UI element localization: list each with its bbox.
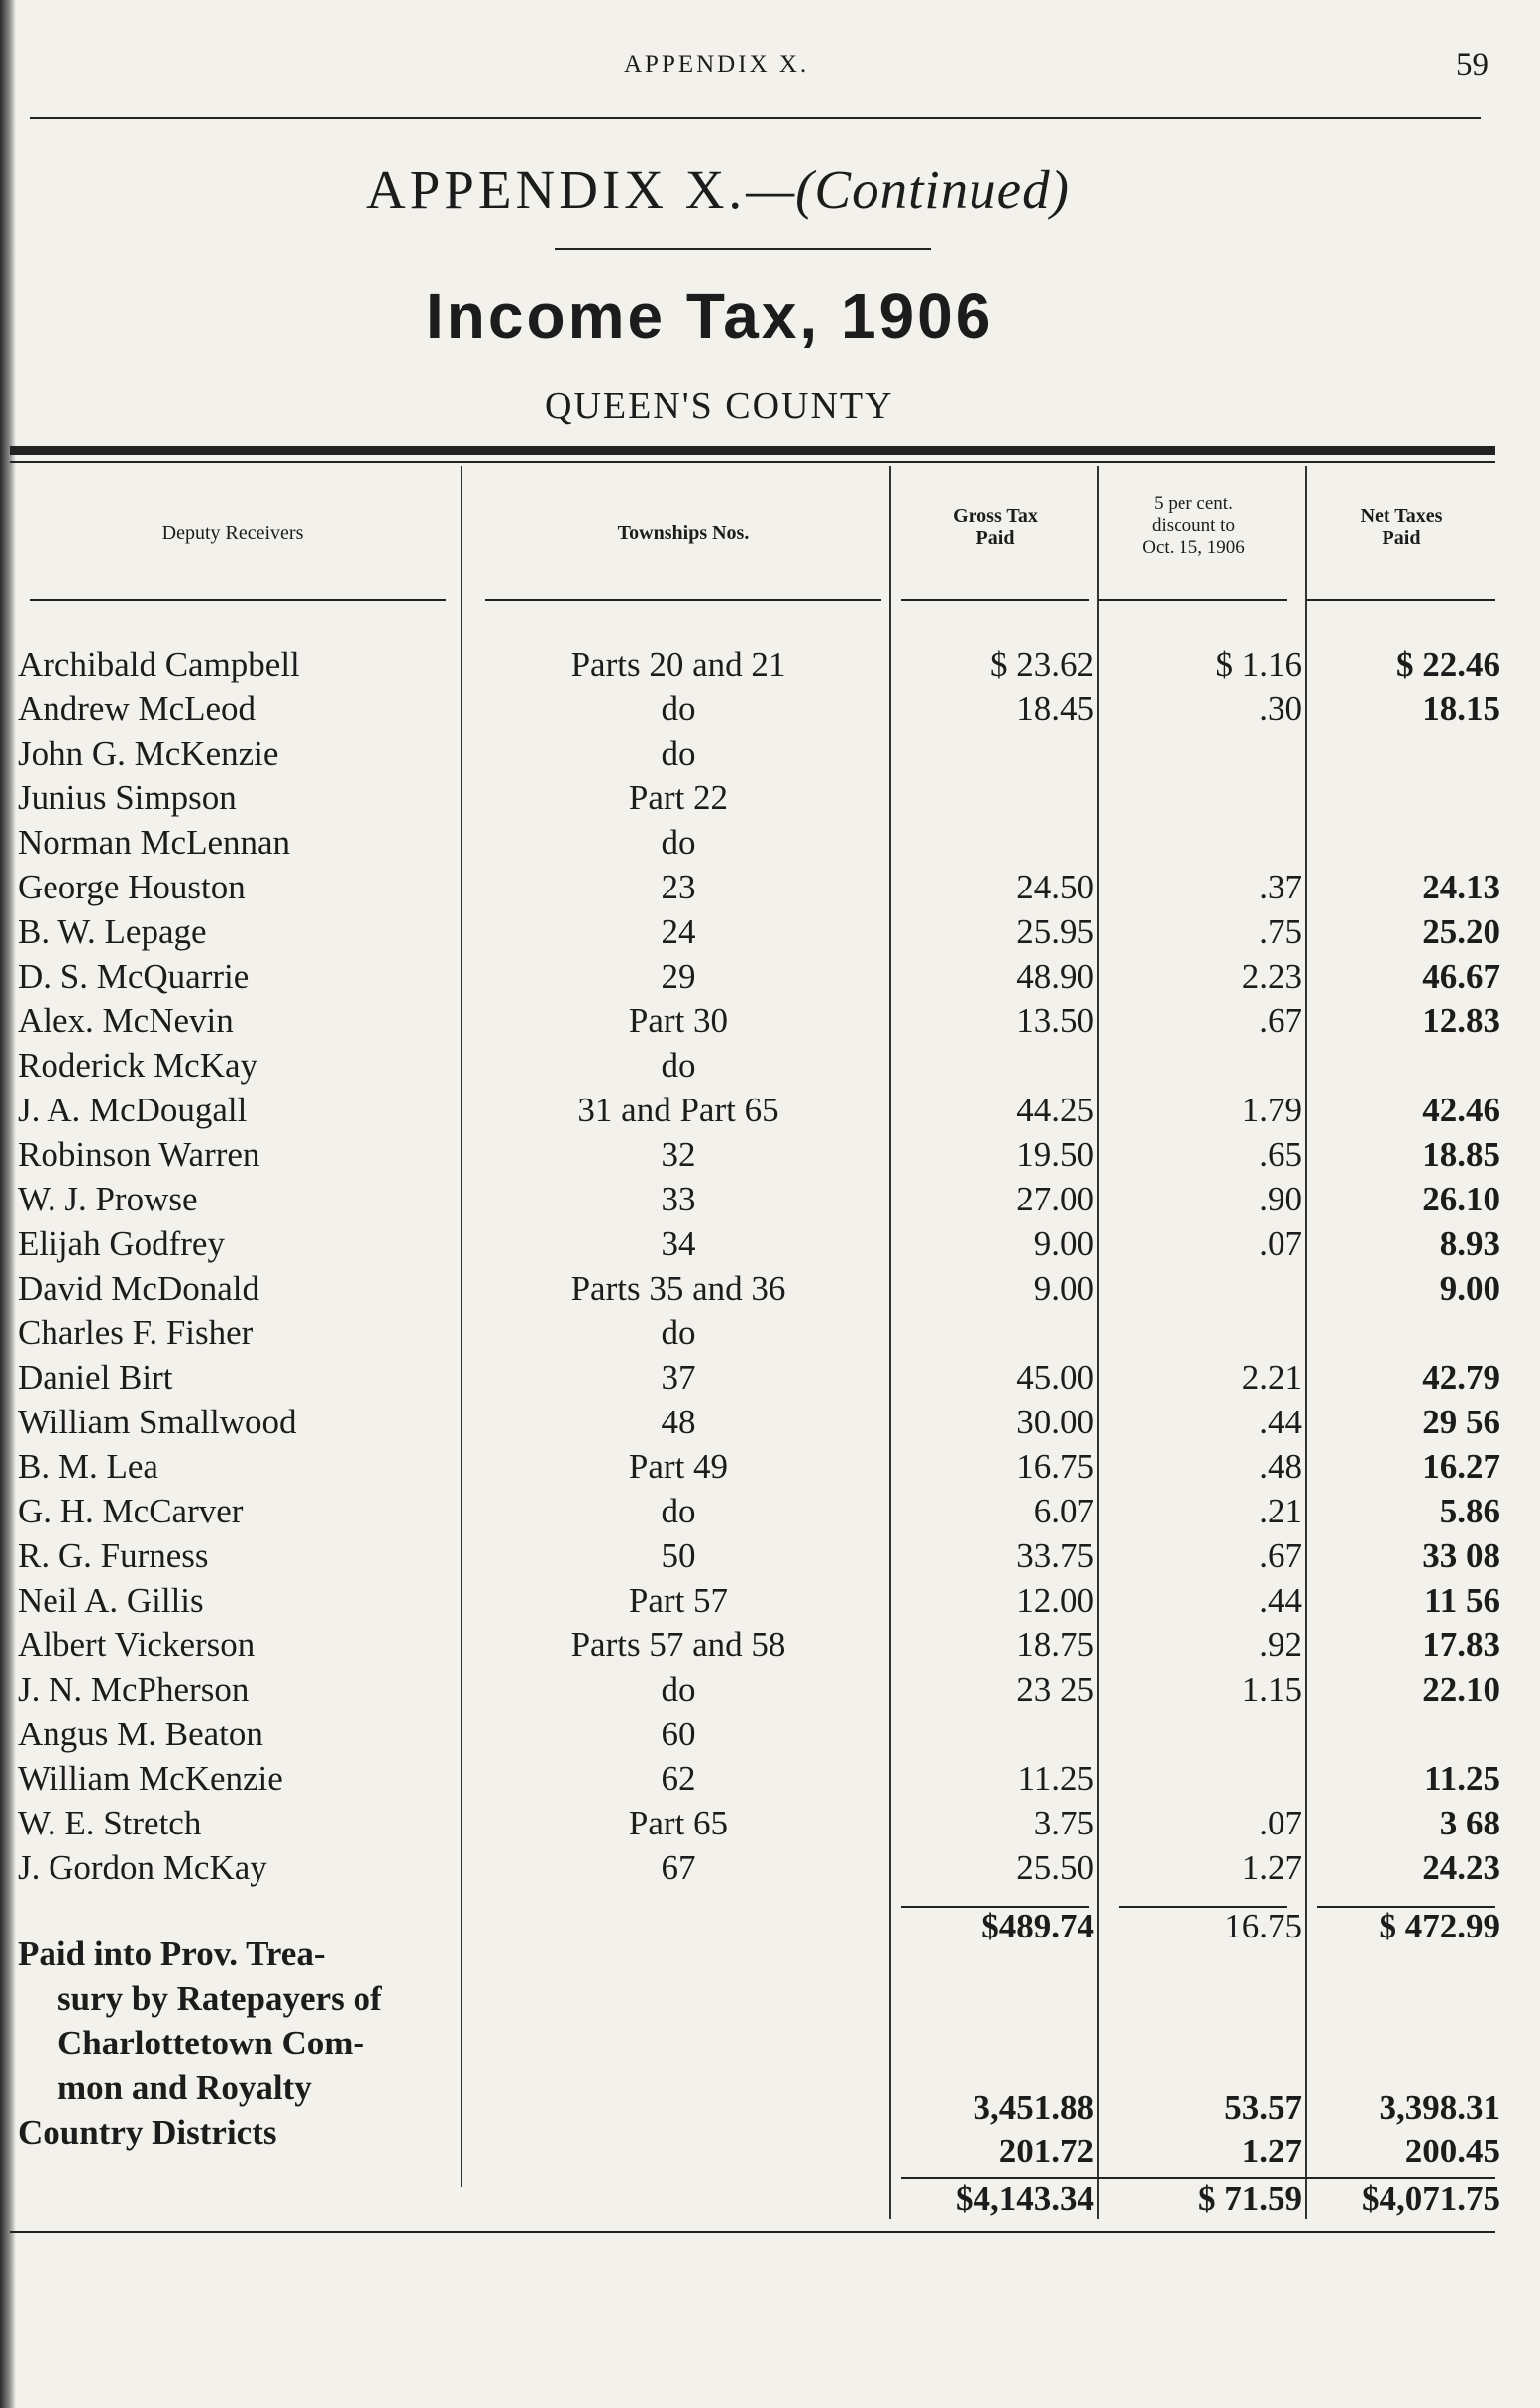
col-head-discount bbox=[1099, 493, 1287, 559]
provincial-note bbox=[18, 1932, 382, 2154]
net-tax-value: 12.83 bbox=[1422, 1001, 1500, 1040]
gross-tax-value: 18.45 bbox=[1016, 689, 1094, 728]
deputy-receiver-name: B. W. Lepage bbox=[18, 912, 207, 951]
table-row bbox=[0, 1623, 1540, 1667]
net-tax-value: 11.25 bbox=[1424, 1759, 1500, 1798]
net-tax-value: 17.83 bbox=[1422, 1625, 1500, 1664]
net-tax-value: 29 56 bbox=[1422, 1403, 1500, 1441]
table-row bbox=[0, 1400, 1540, 1444]
deputy-receiver-name: Alex. McNevin bbox=[18, 1001, 234, 1040]
table-row bbox=[0, 1266, 1540, 1310]
header-underline bbox=[30, 599, 446, 601]
deputy-receiver-name: W. E. Stretch bbox=[18, 1804, 202, 1842]
gross-tax-value: 9.00 bbox=[1033, 1224, 1094, 1263]
deputy-receiver-name: Angus M. Beaton bbox=[18, 1715, 263, 1753]
discount-value: .44 bbox=[1259, 1403, 1302, 1441]
col-head-deputy: Deputy Receivers bbox=[161, 522, 304, 544]
discount-value: 2.21 bbox=[1241, 1358, 1302, 1397]
table-row bbox=[0, 686, 1540, 731]
gross-tax-value: 13.50 bbox=[1016, 1001, 1094, 1040]
deputy-receiver-name: Archibald Campbell bbox=[18, 645, 300, 683]
country-gross: 201.72 bbox=[998, 2132, 1094, 2170]
net-tax-value: 5.86 bbox=[1439, 1492, 1500, 1530]
provincial-line: Paid into Prov. Trea- bbox=[18, 1935, 326, 1973]
township-number: Parts 20 and 21 bbox=[570, 645, 786, 683]
gross-tax-value: 9.00 bbox=[1033, 1269, 1094, 1308]
deputy-receiver-name: Neil A. Gillis bbox=[18, 1581, 204, 1620]
county-subtitle: QUEEN'S COUNTY bbox=[545, 385, 894, 427]
table-row bbox=[0, 776, 1540, 820]
col-head-gross bbox=[901, 505, 1089, 549]
table-row bbox=[0, 1177, 1540, 1221]
township-number: 32 bbox=[661, 1135, 696, 1174]
township-number: do bbox=[661, 1313, 696, 1352]
township-number: 67 bbox=[661, 1848, 696, 1887]
gross-tax-value: 27.00 bbox=[1016, 1180, 1094, 1218]
table-row bbox=[0, 1667, 1540, 1712]
royalty-discount: 53.57 bbox=[1224, 2088, 1302, 2127]
thick-rule bbox=[10, 446, 1495, 455]
township-number: 23 bbox=[661, 868, 696, 906]
table-row bbox=[0, 1489, 1540, 1533]
discount-value: .92 bbox=[1259, 1625, 1302, 1664]
royalty-net: 3,398.31 bbox=[1379, 2088, 1500, 2127]
gross-tax-value: 44.25 bbox=[1016, 1091, 1094, 1129]
table-row bbox=[0, 954, 1540, 998]
col-head-gross-line1: Gross Tax bbox=[953, 505, 1038, 527]
appendix-heading-main: APPENDIX X. bbox=[366, 159, 747, 220]
township-number: Part 65 bbox=[628, 1804, 729, 1842]
net-tax-value: 42.46 bbox=[1422, 1091, 1500, 1129]
table-row bbox=[0, 820, 1540, 865]
tax-table-body bbox=[0, 642, 1540, 1890]
deputy-receiver-name: Charles F. Fisher bbox=[18, 1313, 254, 1352]
header-underline bbox=[1099, 599, 1287, 601]
subtotal-discount: 16.75 bbox=[1224, 1907, 1302, 1945]
appendix-heading bbox=[366, 158, 1070, 221]
gross-tax-value: 45.00 bbox=[1016, 1358, 1094, 1397]
deputy-receiver-name: Elijah Godfrey bbox=[18, 1224, 225, 1263]
discount-value: .21 bbox=[1259, 1492, 1302, 1530]
gross-tax-value: 25.50 bbox=[1016, 1848, 1094, 1887]
col-head-net bbox=[1307, 505, 1495, 549]
table-row bbox=[0, 909, 1540, 954]
net-tax-value: 46.67 bbox=[1422, 957, 1500, 995]
discount-value: .44 bbox=[1259, 1581, 1302, 1620]
provincial-line: mon and Royalty bbox=[57, 2068, 312, 2107]
township-number: 60 bbox=[661, 1715, 696, 1753]
net-tax-value: 9.00 bbox=[1439, 1269, 1500, 1308]
township-number: 33 bbox=[661, 1180, 696, 1218]
gross-tax-value: 30.00 bbox=[1016, 1403, 1094, 1441]
page-title: Income Tax, 1906 bbox=[426, 280, 994, 352]
running-title: APPENDIX X. bbox=[624, 52, 810, 78]
page-number: 59 bbox=[1456, 48, 1489, 83]
appendix-heading-continued: —(Continued) bbox=[746, 159, 1070, 220]
township-number: Parts 57 and 58 bbox=[570, 1625, 786, 1664]
net-tax-value: 16.27 bbox=[1422, 1447, 1500, 1486]
col-head-discount-line2: discount to bbox=[1152, 515, 1235, 536]
deputy-receiver-name: J. A. McDougall bbox=[18, 1091, 248, 1129]
net-tax-value: 18.85 bbox=[1422, 1135, 1500, 1174]
township-number: Part 30 bbox=[628, 1001, 729, 1040]
discount-value: .48 bbox=[1259, 1447, 1302, 1486]
township-number: do bbox=[661, 734, 696, 773]
deputy-receiver-name: J. Gordon McKay bbox=[18, 1848, 267, 1887]
header-underline bbox=[1307, 599, 1495, 601]
deputy-receiver-name: Roderick McKay bbox=[18, 1046, 258, 1085]
deputy-receiver-name: B. M. Lea bbox=[18, 1447, 158, 1486]
gross-tax-value: 25.95 bbox=[1016, 912, 1094, 951]
deputy-receiver-name: George Houston bbox=[18, 868, 246, 906]
table-row bbox=[0, 1310, 1540, 1355]
running-head bbox=[0, 48, 1505, 91]
deputy-receiver-name: D. S. McQuarrie bbox=[18, 957, 250, 995]
net-tax-value: 8.93 bbox=[1439, 1224, 1500, 1263]
gross-tax-value: 48.90 bbox=[1016, 957, 1094, 995]
grand-total-discount: $ 71.59 bbox=[1198, 2179, 1302, 2218]
gross-tax-value: 12.00 bbox=[1016, 1581, 1094, 1620]
township-number: 50 bbox=[661, 1536, 696, 1575]
township-number: Part 22 bbox=[628, 779, 729, 817]
table-row bbox=[0, 1088, 1540, 1132]
township-number: 37 bbox=[661, 1358, 696, 1397]
township-number: 62 bbox=[661, 1759, 696, 1798]
discount-value: .30 bbox=[1259, 689, 1302, 728]
col-head-net-line2: Paid bbox=[1382, 527, 1421, 549]
bottom-rule bbox=[10, 2231, 1495, 2233]
gross-tax-value: 11.25 bbox=[1017, 1759, 1094, 1798]
gross-tax-value: 3.75 bbox=[1033, 1804, 1094, 1842]
net-tax-value: 24.23 bbox=[1422, 1848, 1500, 1887]
table-row bbox=[0, 1845, 1540, 1890]
col-head-townships: Townships Nos. bbox=[617, 522, 750, 544]
country-discount: 1.27 bbox=[1241, 2132, 1302, 2170]
deputy-receiver-name: Junius Simpson bbox=[18, 779, 237, 817]
top-rule bbox=[30, 117, 1481, 119]
deputy-receiver-name: J. N. McPherson bbox=[18, 1670, 250, 1709]
table-row bbox=[0, 1355, 1540, 1400]
deputy-receiver-name: R. G. Furness bbox=[18, 1536, 209, 1575]
township-number: Part 57 bbox=[628, 1581, 729, 1620]
gross-tax-value: 16.75 bbox=[1016, 1447, 1094, 1486]
header-underline bbox=[485, 599, 881, 601]
provincial-line: Charlottetown Com- bbox=[57, 2024, 365, 2062]
discount-value: 1.79 bbox=[1241, 1091, 1302, 1129]
net-tax-value: $ 22.46 bbox=[1396, 645, 1500, 683]
net-tax-value: 33 08 bbox=[1422, 1536, 1500, 1575]
deputy-receiver-name: Andrew McLeod bbox=[18, 689, 257, 728]
net-tax-value: 11 56 bbox=[1424, 1581, 1500, 1620]
provincial-line: Country Districts bbox=[18, 2113, 277, 2151]
deputy-receiver-name: Albert Vickerson bbox=[18, 1625, 256, 1664]
grand-total-net: $4,071.75 bbox=[1362, 2179, 1500, 2218]
gross-tax-value: $ 23.62 bbox=[990, 645, 1094, 683]
gross-tax-value: 23 25 bbox=[1016, 1670, 1094, 1709]
table-row bbox=[0, 1043, 1540, 1088]
deputy-receiver-name: Robinson Warren bbox=[18, 1135, 260, 1174]
table-row bbox=[0, 998, 1540, 1043]
col-head-gross-line2: Paid bbox=[975, 527, 1015, 549]
deputy-receiver-name: Daniel Birt bbox=[18, 1358, 173, 1397]
discount-value: .90 bbox=[1259, 1180, 1302, 1218]
table-row bbox=[0, 1221, 1540, 1266]
discount-value: .65 bbox=[1259, 1135, 1302, 1174]
table-row bbox=[0, 1712, 1540, 1756]
township-number: do bbox=[661, 689, 696, 728]
net-tax-value: 22.10 bbox=[1422, 1670, 1500, 1709]
table-row bbox=[0, 731, 1540, 776]
township-number: 29 bbox=[661, 957, 696, 995]
deputy-receiver-name: Norman McLennan bbox=[18, 823, 291, 862]
deputy-receiver-name: William Smallwood bbox=[18, 1403, 297, 1441]
net-tax-value: 3 68 bbox=[1439, 1804, 1500, 1842]
township-number: 34 bbox=[661, 1224, 696, 1263]
country-net: 200.45 bbox=[1404, 2132, 1500, 2170]
discount-value: .07 bbox=[1259, 1224, 1302, 1263]
gross-tax-value: 18.75 bbox=[1016, 1625, 1094, 1664]
net-tax-value: 24.13 bbox=[1422, 868, 1500, 906]
table-row bbox=[0, 1533, 1540, 1578]
discount-value: .67 bbox=[1259, 1001, 1302, 1040]
township-number: do bbox=[661, 1492, 696, 1530]
deputy-receiver-name: David McDonald bbox=[18, 1269, 259, 1308]
deputy-receiver-name: John G. McKenzie bbox=[18, 734, 279, 773]
township-number: do bbox=[661, 1046, 696, 1085]
thin-rule bbox=[10, 461, 1495, 463]
col-head-discount-line1: 5 per cent. bbox=[1154, 493, 1233, 514]
gross-tax-value: 33.75 bbox=[1016, 1536, 1094, 1575]
township-number: 24 bbox=[661, 912, 696, 951]
gross-tax-value: 6.07 bbox=[1033, 1492, 1094, 1530]
discount-value: 2.23 bbox=[1241, 957, 1302, 995]
net-tax-value: 26.10 bbox=[1422, 1180, 1500, 1218]
table-row bbox=[0, 1578, 1540, 1623]
deputy-receiver-name: G. H. McCarver bbox=[18, 1492, 244, 1530]
provincial-line: sury by Ratepayers of bbox=[57, 1979, 382, 2018]
deputy-receiver-name: William McKenzie bbox=[18, 1759, 283, 1798]
township-number: do bbox=[661, 1670, 696, 1709]
township-number: 48 bbox=[661, 1403, 696, 1441]
township-number: Part 49 bbox=[628, 1447, 729, 1486]
grand-total-gross: $4,143.34 bbox=[956, 2179, 1094, 2218]
township-number: 31 and Part 65 bbox=[577, 1091, 779, 1129]
discount-value: $ 1.16 bbox=[1215, 645, 1302, 683]
gross-tax-value: 24.50 bbox=[1016, 868, 1094, 906]
township-number: Parts 35 and 36 bbox=[570, 1269, 786, 1308]
col-head-net-line1: Net Taxes bbox=[1360, 505, 1443, 527]
table-row bbox=[0, 1132, 1540, 1177]
net-tax-value: 42.79 bbox=[1422, 1358, 1500, 1397]
subtotal-net: $ 472.99 bbox=[1379, 1907, 1500, 1945]
table-row bbox=[0, 1444, 1540, 1489]
township-number: do bbox=[661, 823, 696, 862]
discount-value: .37 bbox=[1259, 868, 1302, 906]
discount-value: 1.27 bbox=[1241, 1848, 1302, 1887]
gross-tax-value: 19.50 bbox=[1016, 1135, 1094, 1174]
discount-value: .67 bbox=[1259, 1536, 1302, 1575]
table-row bbox=[0, 1756, 1540, 1801]
discount-value: .75 bbox=[1259, 912, 1302, 951]
col-head-discount-line3: Oct. 15, 1906 bbox=[1142, 537, 1245, 558]
subtotal-gross: $489.74 bbox=[981, 1907, 1094, 1945]
heading-rule bbox=[555, 248, 931, 250]
header-underline bbox=[901, 599, 1089, 601]
discount-value: .07 bbox=[1259, 1804, 1302, 1842]
discount-value: 1.15 bbox=[1241, 1670, 1302, 1709]
table-row bbox=[0, 642, 1540, 686]
net-tax-value: 25.20 bbox=[1422, 912, 1500, 951]
deputy-receiver-name: W. J. Prowse bbox=[18, 1180, 198, 1218]
net-tax-value: 18.15 bbox=[1422, 689, 1500, 728]
royalty-gross: 3,451.88 bbox=[973, 2088, 1094, 2127]
table-row bbox=[0, 1801, 1540, 1845]
table-row bbox=[0, 865, 1540, 909]
